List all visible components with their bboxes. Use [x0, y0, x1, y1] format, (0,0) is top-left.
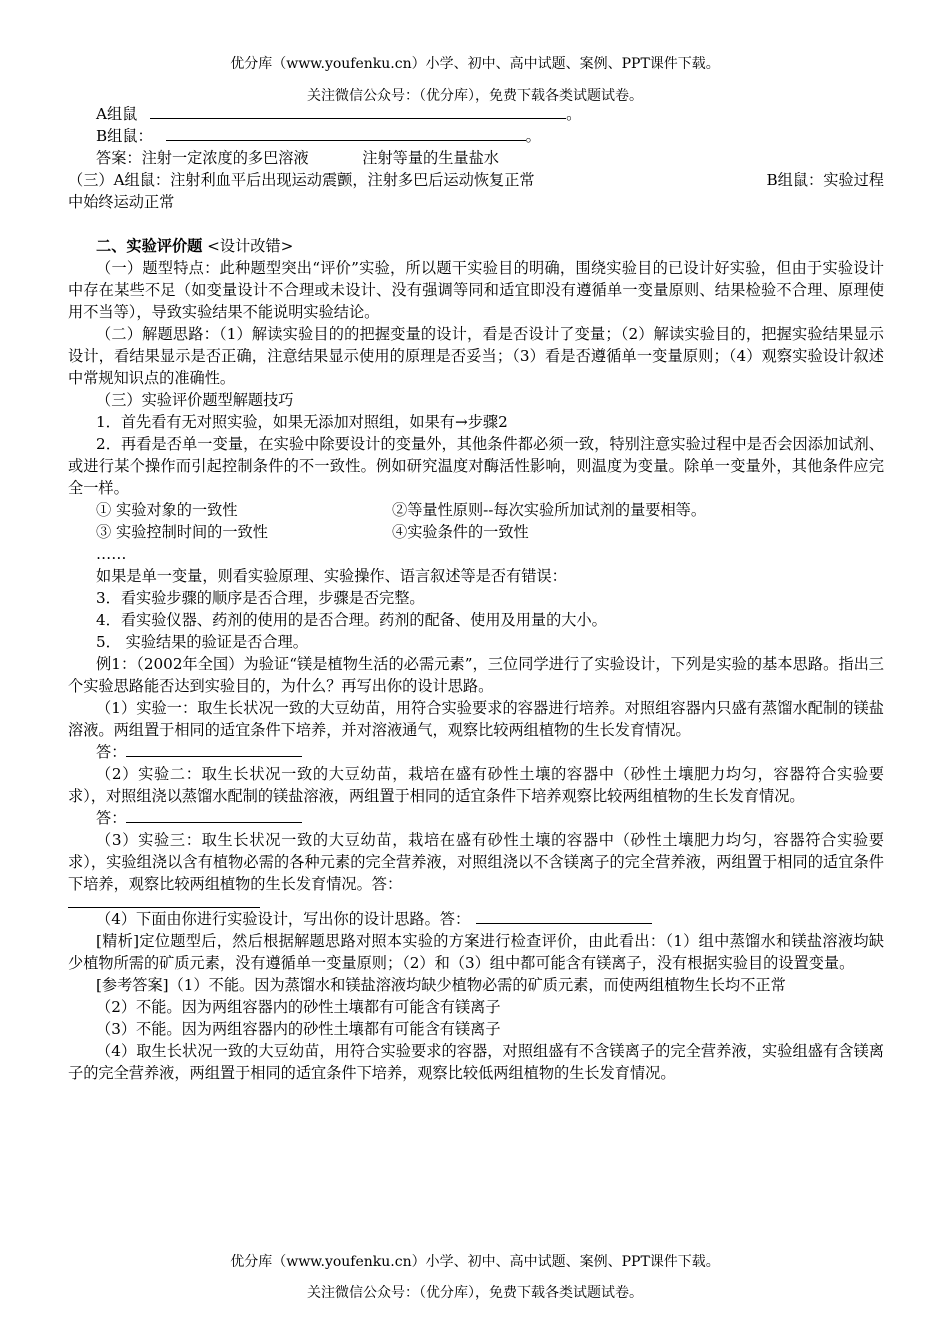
section2-p3: （三）实验评价题型解题技巧 [96, 391, 294, 409]
answer-line [68, 147, 884, 169]
section2-p2: （二）解题思路：（1）解读实验目的的把握变量的设计，看是否设计了变量；（2）解读实验目的，把握实验结果显示设计，看结果显示是否正确，注意结果显示使用的原理是否妥当；（3）看是否遵循单一变量原则；（4）观察实验设计叙述中常规知识点的准确性。 [68, 325, 884, 387]
group-b-line [68, 125, 884, 147]
part3-line [68, 169, 884, 191]
group-b-label: B组鼠： [96, 127, 153, 145]
reference-answer-1: [参考答案]（1）不能。因为蒸馏水和镁盐溶液均缺少植物必需的矿质元素，而使两组植物生长均不正常 [96, 976, 786, 994]
page-header-line1: 优分库（www.youfenku.cn）小学、初中、高中试题、案例、PPT课件下载。 [230, 56, 720, 72]
consistency-row-2 [68, 521, 884, 543]
section2-heading [68, 235, 884, 257]
consistency-1: ① 实验对象的一致性 [96, 501, 238, 519]
answer-2-label: 答： [96, 809, 127, 827]
answer-2-line [68, 807, 884, 829]
experiment-3: （3）实验三：取生长状况一致的大豆幼苗，栽培在盛有砂性土壤的容器中（砂性土壤肥力均匀，容器符合实验要求），实验组浇以含有植物必需的各种元素的完全营养液，对照组浇以不含镁离子的完全营养液，两组置于相同的适宜条件下培养，观察比较两组植物的生长发育情况。答： [68, 831, 884, 893]
consistency-3: ③ 实验控制时间的一致性 [96, 523, 268, 541]
experiment-2: （2）实验二：取生长状况一致的大豆幼苗，栽培在盛有砂性土壤的容器中（砂性土壤肥力均匀，容器符合实验要求），对照组浇以蒸馏水配制的镁盐溶液，两组置于相同的适宜条件下培养观察比较两组植物的生长发育情况。 [68, 765, 884, 805]
section2-p1: （一）题型特点：此种题型突出“评价”实验，所以题干实验目的明确，围绕实验目的已设计好实验，但由于实验设计中存在某些不足（如变量设计不合理或未设计、没有强调等同和适宜即没有遵循单一变量原则、结果检验不合理、原理使用不当等），导致实验结果不能说明实验结论。 [68, 259, 884, 321]
reference-answer-4: （4）取生长状况一致的大豆幼苗，用符合实验要求的容器，对照组盛有不含镁离子的完全营养液，实验组盛有含镁离子的完全营养液，两组置于相同的适宜条件下培养，观察比较低两组植物的生长发育情况。 [68, 1042, 884, 1082]
group-b-blank [166, 126, 526, 141]
experiment-1: （1）实验一：取生长状况一致的大豆幼苗，用符合实验要求的容器进行培养。对照组容器内只盛有蒸馏水配制的镁盐溶液。两组置于相同的适宜条件下培养，并对溶液通气，观察比较两组植物的生长发育情况。 [68, 699, 884, 739]
page-footer-line1: 优分库（www.youfenku.cn）小学、初中、高中试题、案例、PPT课件下载。 [230, 1254, 720, 1270]
if-single-variable: 如果是单一变量，则看实验原理、实验操作、语言叙述等是否有错误： [96, 567, 567, 585]
group-a-blank [150, 104, 566, 119]
document-body [68, 103, 884, 1084]
ellipsis: …… [96, 545, 127, 563]
experiment-4-line [68, 908, 884, 930]
section2-title: 二、实验评价题 [96, 237, 203, 255]
step-2: 2．再看是否单一变量，在实验中除要设计的变量外，其他条件都必须一致，特别注意实验过程中是否会因添加试剂、或进行某个操作而引起控制条件的不一致性。例如研究温度对酶活性影响，则温度为变量。除单一变量外，其他条件应完全一样。 [68, 435, 884, 497]
group-a-label: A组鼠 [96, 105, 138, 123]
step-3: 3．看实验步骤的顺序是否合理，步骤是否完整。 [96, 589, 425, 607]
part3-cont: 中始终运动正常 [68, 193, 175, 211]
group-a-line [68, 103, 884, 125]
answer-2-blank [126, 808, 302, 823]
answer-1-label: 答： [96, 743, 127, 761]
period: 。 [566, 105, 582, 123]
answer-b: 注射等量的生量盐水 [362, 149, 499, 167]
reference-answer-2: （2）不能。因为两组容器内的砂性土壤都有可能含有镁离子 [96, 998, 501, 1016]
page-footer-line2: 关注微信公众号：（优分库），免费下载各类试题试卷。 [307, 1285, 643, 1301]
page-header-line2: 关注微信公众号：（优分库），免费下载各类试题试卷。 [307, 88, 643, 104]
step-5: 5． 实验结果的验证是否合理。 [96, 633, 308, 651]
step-4: 4．看实验仪器、药剂的使用的是否合理。药剂的配备、使用及用量的大小。 [96, 611, 607, 629]
answer-4-blank [476, 909, 652, 924]
section2-subtitle: <设计改错> [207, 237, 294, 255]
part3-group-b: B组鼠：实验过程 [766, 171, 884, 189]
period: 。 [525, 127, 541, 145]
answer-3-blank [68, 895, 260, 908]
reference-answer-3: （3）不能。因为两组容器内的砂性土壤都有可能含有镁离子 [96, 1020, 501, 1038]
part3-text: （三）A组鼠：注射利血平后出现运动震颤，注射多巴后运动恢复正常 [68, 171, 535, 189]
answer-a: 答案：注射一定浓度的多巴溶液 [96, 149, 309, 167]
step-1: 1．首先看有无对照实验，如果无添加对照组，如果有→步骤2 [96, 413, 508, 431]
answer-1-blank [126, 742, 302, 757]
analysis: [精析]定位题型后，然后根据解题思路对照本实验的方案进行检查评价，由此看出：（1）组中蒸馏水和镁盐溶液均缺少植物所需的矿质元素，没有遵循单一变量原则；（2）和（3）组中都可能含有镁离子，没有根据实验目的设置变量。 [68, 932, 884, 972]
experiment-4: （4）下面由你进行实验设计，写出你的设计思路。答： [96, 910, 471, 928]
consistency-4: ④实验条件的一致性 [392, 523, 529, 541]
consistency-2: ②等量性原则--每次实验所加试剂的量要相等。 [392, 501, 707, 519]
example-intro: 例1：（2002年全国）为验证“镁是植物生活的必需元素”，三位同学进行了实验设计，下列是实验的基本思路。指出三个实验思路能否达到实验目的，为什么？再写出你的设计思路。 [68, 655, 884, 695]
consistency-row-1 [68, 499, 884, 521]
answer-1-line [68, 741, 884, 763]
